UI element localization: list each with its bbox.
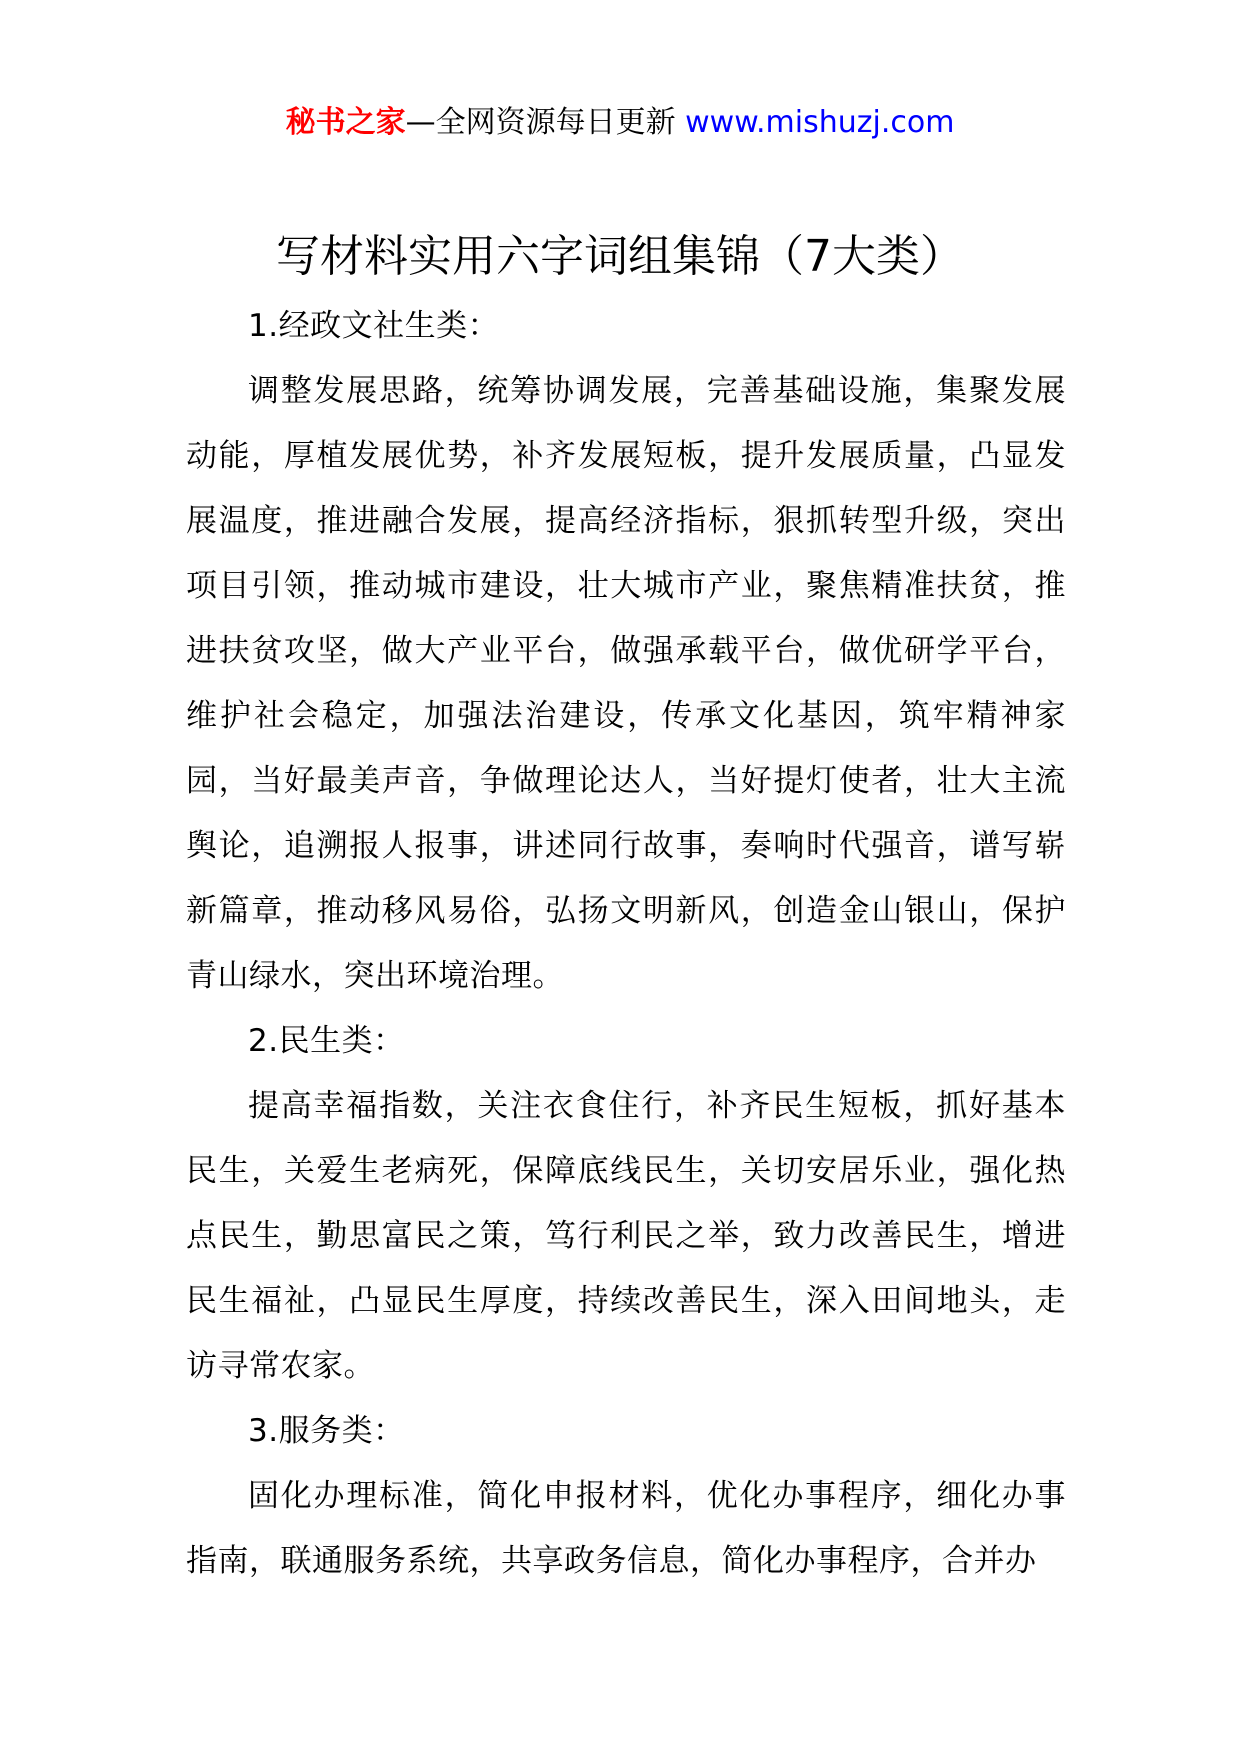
section-heading: 3.服务类： [248, 1413, 405, 1449]
document-title: 写材料实用六字词组集锦（7大类） [276, 231, 964, 282]
brand-name: 秘书之家 [285, 105, 406, 140]
section-paragraph: 提高幸福指数，关注衣食住行，补齐民生短板，抓好基本民生，关爱生老病死，保障底线民生，关切安居乐业，强化热点民生，勤思富民之策，笃行利民之举，致力改善民生，增进民生福祉，凸显民生厚度，持续改善民生，深入田间地头，走访寻常农家。 [186, 1088, 1066, 1384]
site-url-link[interactable]: www.mishuzj.com [685, 105, 955, 140]
site-header [0, 98, 1240, 148]
section-paragraph: 固化办理标准，简化申报材料，优化办事程序，细化办事指南，联通服务系统，共享政务信息，简化办事程序，合并办 [186, 1478, 1066, 1579]
document-body [186, 294, 1066, 1594]
section-heading: 2.民生类： [248, 1023, 405, 1059]
section-heading: 1.经政文社生类： [248, 308, 500, 344]
section-paragraph: 调整发展思路，统筹协调发展，完善基础设施，集聚发展动能，厚植发展优势，补齐发展短板，提升发展质量，凸显发展温度，推进融合发展，提高经济指标，狠抓转型升级，突出项目引领，推动城市建设，壮大城市产业，聚焦精准扶贫，推进扶贫攻坚，做大产业平台，做强承载平台，做优研学平台，维护社会稳定，加强法治建设，传承文化基因，筑牢精神家园，当好最美声音，争做理论达人，当好提灯使者，壮大主流舆论，追溯报人报事，讲述同行故事，奏响时代强音，谱写崭新篇章，推动移风易俗，弘扬文明新风，创造金山银山，保护青山绿水，突出环境治理。 [186, 373, 1066, 994]
header-tagline: —全网资源每日更新 [405, 105, 676, 140]
